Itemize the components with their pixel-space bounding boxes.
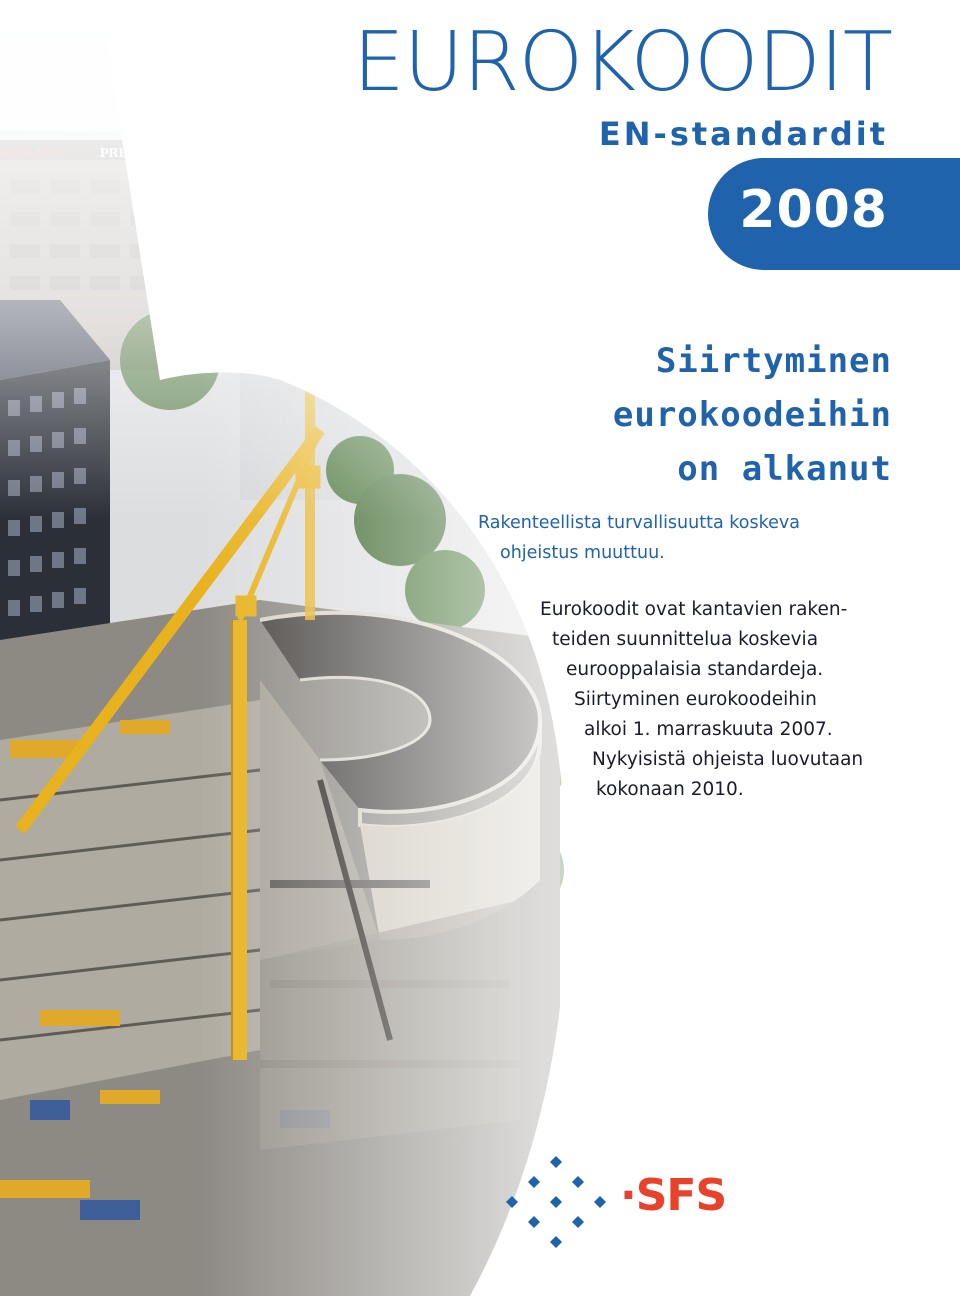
body-line-4: Siirtyminen eurokoodeihin [574,689,817,710]
body-line-6: Nykyisistä ohjeista luovutaan [592,749,864,770]
brand-title: EUROKOODIT [352,15,892,110]
headline [613,334,892,496]
body-line-5: alkoi 1. marraskuuta 2007. [584,719,833,740]
body-line-7: kokonaan 2010. [596,779,744,800]
year-text: 2008 [739,180,888,240]
sfs-logo-text: ·SFS [620,1170,727,1221]
body-line-3: eurooppalaisia standardeja. [566,659,824,680]
year-badge [708,158,960,270]
body-line-2: teiden suunnittelua koskevia [552,629,819,650]
headline-line-1: Siirtyminen [655,341,892,381]
headline-line-2: eurokoodeihin [612,395,892,435]
lead-line-1: Rakenteellista turvallisuutta koskeva [478,513,800,533]
lead-line-2: ohjeistus muuttuu. [500,543,665,563]
body-paragraph [536,595,863,805]
body-line-1: Eurokoodit ovat kantavien raken- [540,599,848,620]
lead-paragraph [478,508,800,568]
headline-line-3: on alkanut [677,449,892,489]
brand-subtitle: EN-standardit [598,115,888,153]
